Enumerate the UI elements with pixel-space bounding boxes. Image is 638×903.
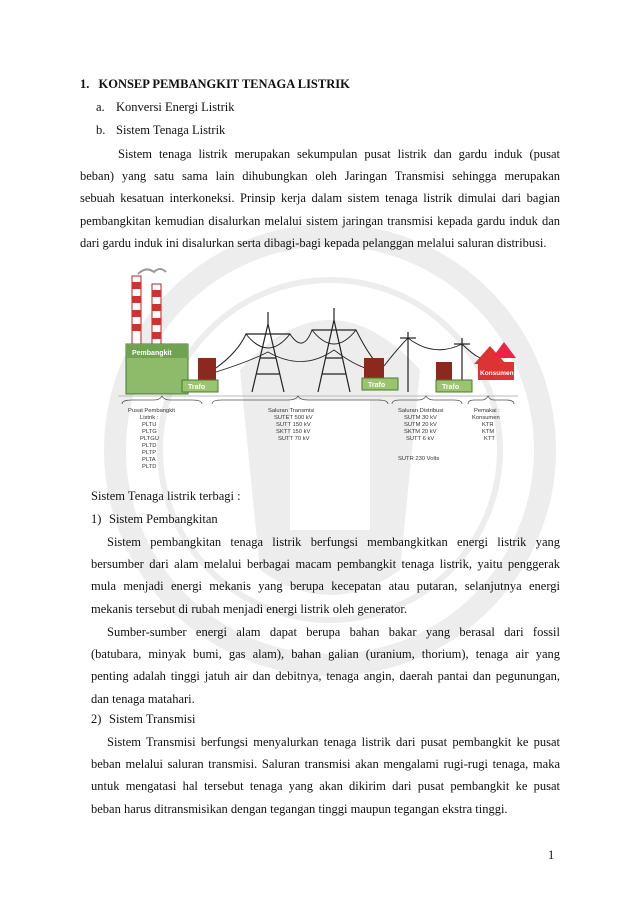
list-item [96, 100, 235, 115]
text-line: Sistem pembangkitan tenaga listrik berfungsi membangkitkan energi listrik yang [107, 535, 560, 549]
text-line: Sistem Transmisi berfungsi menyalurkan tenaga listrik dari pusat pembangkit ke pusat [107, 735, 560, 749]
trafo-label: Trafo [442, 384, 460, 391]
text-line: Sumber-sumber energi alam dapat berupa bahan bakar yang berasal dari fossil [107, 625, 560, 639]
subsection-heading [91, 512, 218, 527]
svg-text:KTT: KTT [484, 436, 495, 442]
text-line: beban) yang satu sama lain dihubungkan oleh Jaringan Transmisi sehingga merupakan [80, 169, 560, 184]
text-line: dan tenaga matahari. [91, 691, 195, 706]
text-line: dari gardu induk ini disalurkan serta dibagi-bagi kepada pelanggan melalui saluran distribusi. [80, 235, 547, 250]
power-system-diagram [118, 262, 518, 474]
section-heading [80, 77, 350, 92]
subsection-title: Sistem Pembangkitan [109, 512, 218, 526]
transformer-icon [436, 362, 452, 382]
list-marker: a. [96, 100, 105, 114]
svg-text:SKTT 150 kV: SKTT 150 kV [276, 429, 311, 435]
svg-text:SUTR 230 Volts: SUTR 230 Volts [398, 456, 440, 462]
list-text: Konversi Energi Listrik [116, 100, 235, 114]
subsection-heading [91, 712, 196, 727]
text-line: sebuah kesatuan interkoneksi. Prinsip kerja dalam sistem tenaga listrik dimulai dari bagian [80, 191, 560, 206]
svg-text:SUTT 70 kV: SUTT 70 kV [278, 436, 310, 442]
paragraph [91, 731, 560, 820]
paragraph [91, 621, 560, 710]
svg-text:KTR: KTR [482, 422, 494, 428]
trafo-label: Trafo [188, 384, 206, 391]
chimney-right [152, 284, 161, 346]
list-text: Sistem Tenaga Listrik [116, 123, 226, 137]
svg-text:SUTET 500 kV: SUTET 500 kV [274, 415, 313, 421]
transmission-towers [246, 308, 356, 392]
svg-text:PLTU: PLTU [142, 422, 157, 428]
plant-label: Pembangkit [132, 350, 172, 357]
text-line: penting adalah tinggi jatuh air dan debitnya, tenaga angin, daerah pantai dan pegunungan, [91, 669, 560, 684]
transmission-wire [216, 330, 380, 368]
text-line: pembangkitan kemudian disalurkan melalui sistem jaringan transmisi kepada gardu induk dan [80, 213, 560, 228]
list-marker: b. [96, 123, 106, 137]
consumer-label: Konsumen [480, 370, 514, 377]
svg-text:SUTM 20 kV: SUTM 20 kV [404, 422, 437, 428]
svg-text:SKTM 20 kV: SKTM 20 kV [404, 429, 437, 435]
svg-text:PLTD: PLTD [142, 443, 157, 449]
paragraph [91, 531, 560, 620]
svg-text:Pusat Pembangkit: Pusat Pembangkit [128, 408, 176, 414]
smoke-shape [138, 269, 166, 274]
text-line: bersumber dari alam melalui berbagai macam pembangkit tenaga listrik, yaitu penggerak [91, 557, 560, 572]
legend-groups [128, 408, 500, 470]
svg-text:Listrik :: Listrik : [140, 415, 159, 421]
text-line: untuk mengatasi hal tersebut tenaga yang akan dikirim dari pusat pembangkit ke pusat [91, 779, 560, 794]
list-item [96, 123, 226, 138]
page-number: 1 [548, 848, 555, 862]
chimney-left [132, 276, 141, 346]
svg-text:Saluran Transmisi: Saluran Transmisi [268, 408, 315, 414]
svg-text:SUTM 30 kV: SUTM 30 kV [404, 415, 437, 421]
heading-number: 1. [80, 77, 90, 91]
subsection-title: Sistem Transmisi [109, 712, 196, 726]
svg-text:Pemakai :: Pemakai : [474, 408, 500, 414]
svg-text:SUTT 6 kV: SUTT 6 kV [406, 436, 435, 442]
svg-text:PLTP: PLTP [142, 450, 157, 456]
text-line: Sistem tenaga listrik merupakan sekumpulan pusat listrik dan gardu induk (pusat [118, 147, 560, 161]
svg-text:PLTD: PLTD [142, 464, 157, 470]
heading-title: KONSEP PEMBANGKIT TENAGA LISTRIK [98, 77, 350, 91]
text-line: mula menjadi energi mekanis yang berupa kecepatan atau putaran, selanjutnya energi [91, 579, 560, 594]
transformer-icon [198, 358, 216, 380]
subsection-number: 2) [91, 712, 102, 726]
text-line: mekanis tersebut di rubah menjadi energi listrik oleh generator. [91, 601, 407, 616]
text-line: beban melalui saluran transmisi. Saluran transmisi akan mengalami rugi-rugi tenaga, maka [91, 757, 560, 772]
svg-text:KTM: KTM [482, 429, 495, 435]
group-braces [122, 396, 514, 404]
svg-text:PLTG: PLTG [142, 429, 157, 435]
transformer-icon [364, 358, 384, 380]
text-line: beban harus ditransmisikan dengan tegangan tinggi maupun tegangan ekstra tinggi. [91, 801, 508, 816]
svg-text:PLTGU: PLTGU [140, 436, 159, 442]
intro-text: Sistem Tenaga listrik terbagi : [91, 489, 241, 503]
text-line: (batubara, minyak bumi, gas alam), bahan galian (uranium, thorium), tenaga air yang [91, 647, 560, 662]
trafo-label: Trafo [368, 382, 386, 389]
svg-text:PLTA: PLTA [142, 457, 156, 463]
svg-text:SUTT 150 kV: SUTT 150 kV [276, 422, 311, 428]
subsection-number: 1) [91, 512, 102, 526]
paragraph [80, 143, 560, 254]
svg-text:Konsumen: Konsumen [472, 415, 500, 421]
svg-text:Saluran Distribusi: Saluran Distribusi [398, 408, 444, 414]
